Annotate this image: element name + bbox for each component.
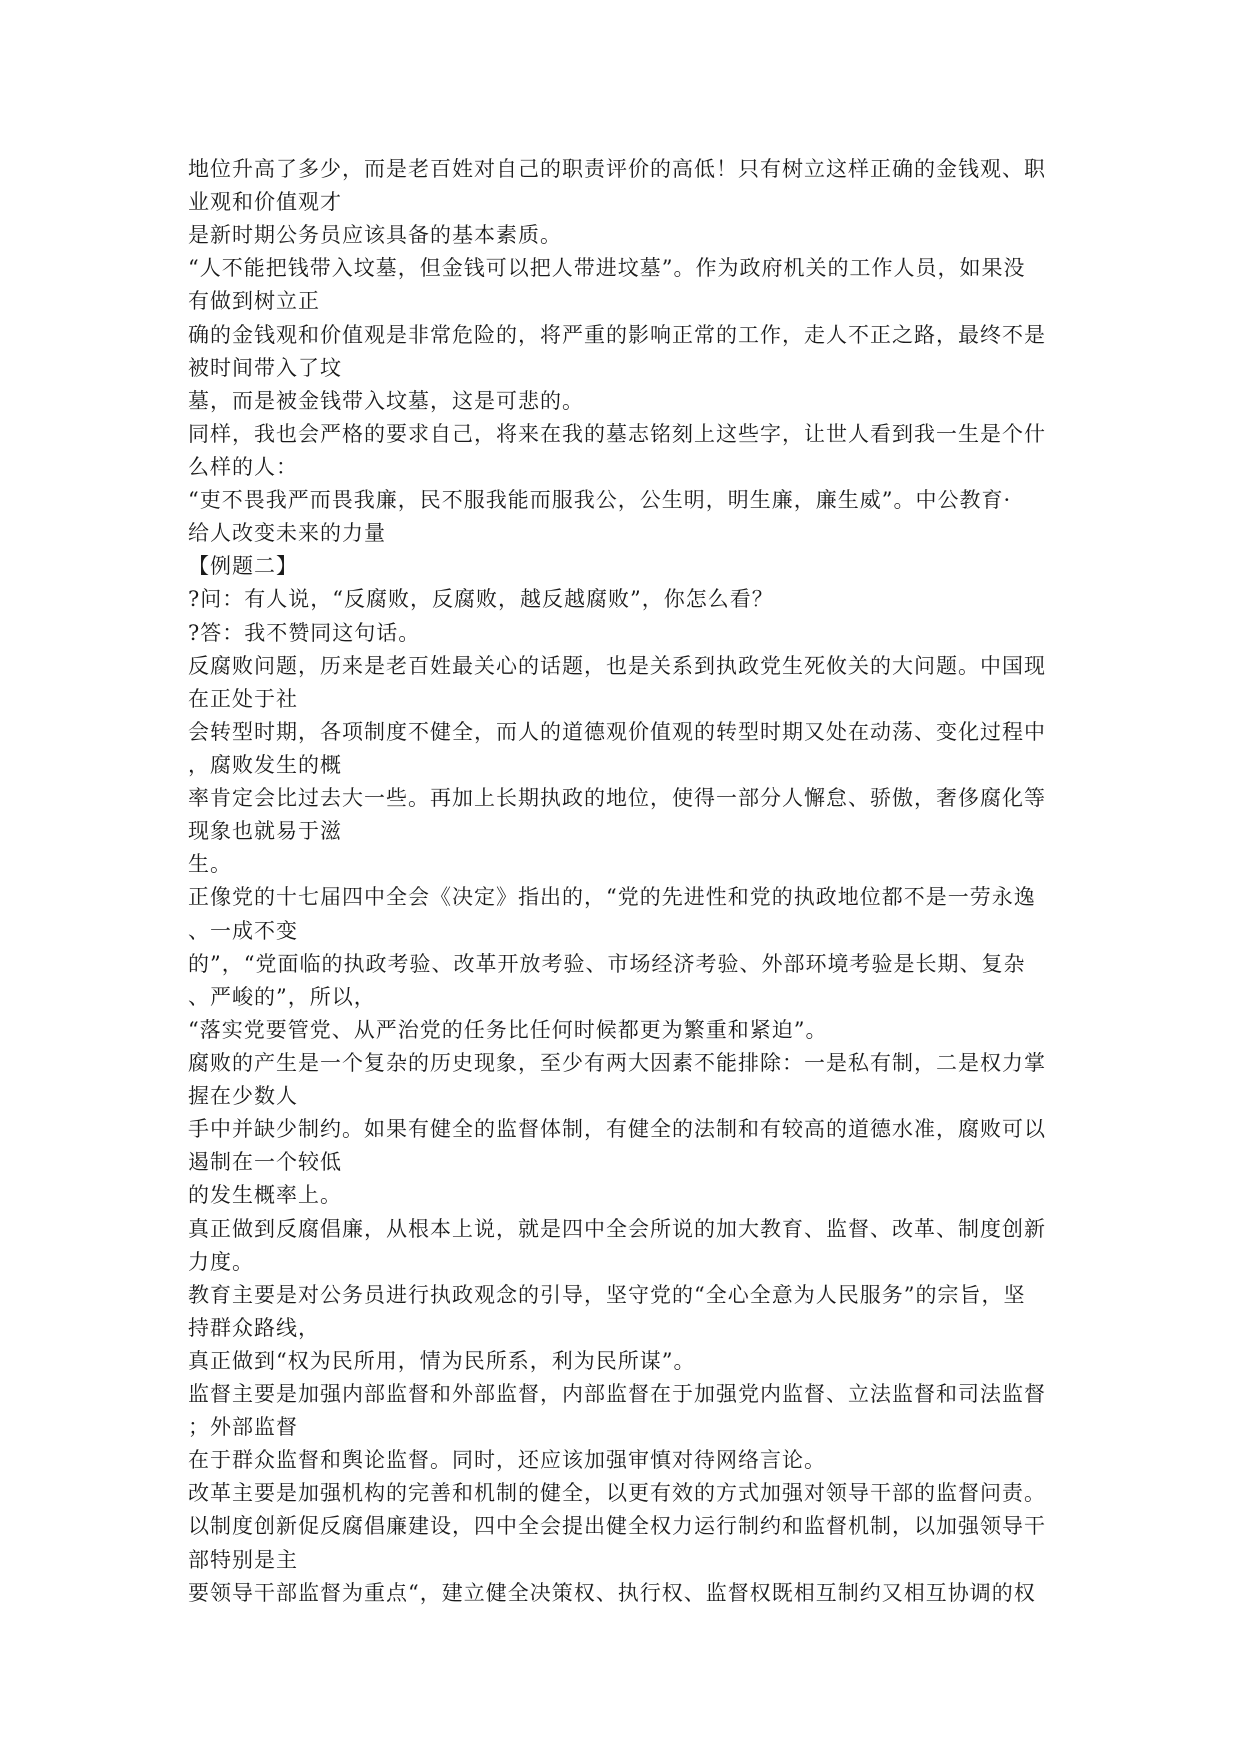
text-line: 监督主要是加强内部监督和外部监督，内部监督在于加强党内监督、立法监督和司法监督 — [188, 1382, 1046, 1407]
text-line: 真正做到“权为民所用，情为民所系，利为民所谋”。 — [188, 1348, 696, 1373]
text-line: 的”，“党面临的执政考验、改革开放考验、市场经济考验、外部环境考验是长期、复杂 — [188, 951, 1026, 976]
text-line: 持群众路线， — [188, 1315, 320, 1340]
text-line: 反腐败问题，历来是老百姓最关心的话题，也是关系到执政党生死攸关的大问题。中国现 — [188, 653, 1046, 678]
text-line: 正像党的十七届四中全会《决定》指出的，“党的先进性和党的执政地位都不是一劳永逸 — [188, 885, 1036, 910]
text-line: 以制度创新促反腐倡廉建设，四中全会提出健全权力运行制约和监督机制，以加强领导干 — [188, 1514, 1046, 1539]
text-line: 给人改变未来的力量 — [188, 521, 386, 546]
section-heading: 【例题二】 — [188, 554, 298, 579]
text-line: 在于群众监督和舆论监督。同时，还应该加强审慎对待网络言论。 — [188, 1448, 826, 1473]
text-line: “落实党要管党、从严治党的任务比任何时候都更为繁重和紧迫”。 — [188, 1017, 828, 1042]
text-line: “人不能把钱带入坟墓，但金钱可以把人带进坟墓”。作为政府机关的工作人员，如果没 — [188, 256, 1026, 281]
text-line: 现象也就易于滋 — [188, 819, 342, 844]
text-line: 墓，而是被金钱带入坟墓，这是可悲的。 — [188, 388, 584, 413]
text-line: 被时间带入了坟 — [188, 355, 342, 380]
text-line: 生。 — [188, 852, 232, 877]
text-line: 业观和价值观才 — [188, 190, 342, 215]
text-line: 么样的人： — [188, 454, 298, 479]
text-line: 力度。 — [188, 1249, 254, 1274]
document-body — [188, 153, 1088, 1610]
text-line: 会转型时期，各项制度不健全，而人的道德观价值观的转型时期又处在动荡、变化过程中 — [188, 719, 1046, 744]
text-line: 确的金钱观和价值观是非常危险的，将严重的影响正常的工作，走人不正之路，最终不是 — [188, 322, 1046, 347]
text-line: “吏不畏我严而畏我廉，民不服我能而服我公，公生明，明生廉，廉生威”。中公教育· — [188, 488, 1012, 513]
text-line: 、一成不变 — [188, 918, 298, 943]
text-line: 部特别是主 — [188, 1547, 298, 1572]
text-line: ，腐败发生的概 — [188, 752, 342, 777]
text-line: 腐败的产生是一个复杂的历史现象，至少有两大因素不能排除：一是私有制，二是权力掌 — [188, 1050, 1046, 1075]
text-line: 在正处于社 — [188, 686, 298, 711]
answer-line: ?答：我不赞同这句话。 — [188, 620, 421, 645]
text-line: 遏制在一个较低 — [188, 1150, 342, 1175]
text-line: 改革主要是加强机构的完善和机制的健全，以更有效的方式加强对领导干部的监督问责。 — [188, 1481, 1046, 1506]
text-line: 握在少数人 — [188, 1084, 298, 1109]
text-line: 是新时期公务员应该具备的基本素质。 — [188, 223, 562, 248]
text-line: 手中并缺少制约。如果有健全的监督体制，有健全的法制和有较高的道德水准，腐败可以 — [188, 1117, 1046, 1142]
text-line: 教育主要是对公务员进行执政观念的引导，坚守党的“全心全意为人民服务”的宗旨，坚 — [188, 1282, 1026, 1307]
text-line: 真正做到反腐倡廉，从根本上说，就是四中全会所说的加大教育、监督、改革、制度创新 — [188, 1216, 1046, 1241]
text-line: 、严峻的”，所以， — [188, 984, 376, 1009]
text-line: 同样，我也会严格的要求自己，将来在我的墓志铭刻上这些字，让世人看到我一生是个什 — [188, 421, 1046, 446]
text-line: 地位升高了多少，而是老百姓对自己的职责评价的高低！只有树立这样正确的金钱观、职 — [188, 157, 1046, 181]
text-line: 要领导干部监督为重点“，建立健全决策权、执行权、监督权既相互制约又相互协调的权 — [188, 1580, 1036, 1605]
text-line: 有做到树立正 — [188, 289, 320, 314]
text-line: ；外部监督 — [188, 1415, 298, 1440]
question-line: ?问：有人说，“反腐败，反腐败，越反越腐败”，你怎么看？ — [188, 587, 774, 612]
text-line: 的发生概率上。 — [188, 1183, 342, 1208]
text-line: 率肯定会比过去大一些。再加上长期执政的地位，使得一部分人懈怠、骄傲，奢侈腐化等 — [188, 786, 1046, 811]
